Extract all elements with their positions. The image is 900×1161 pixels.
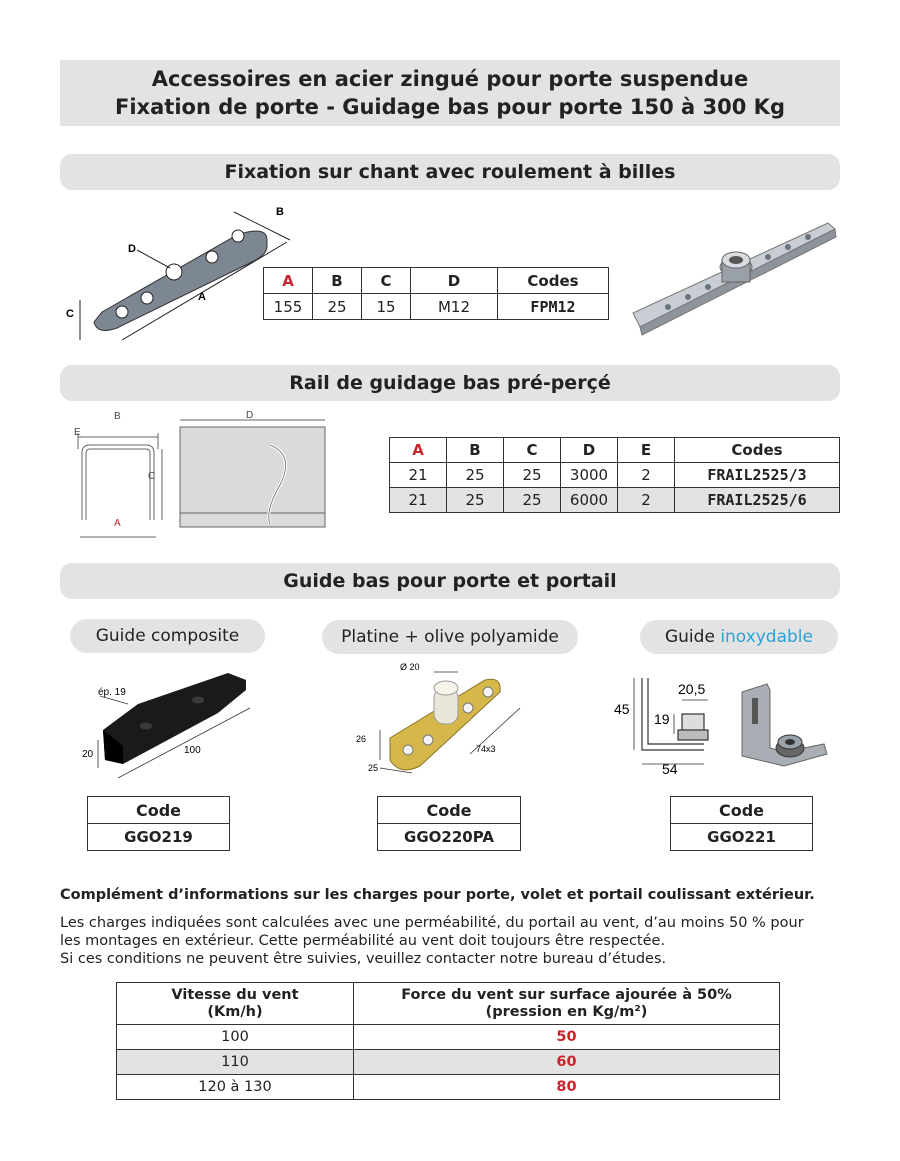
pill-platine-olive: Platine + olive polyamide bbox=[322, 620, 578, 654]
col-header-b: B bbox=[447, 438, 504, 463]
page-title bbox=[60, 60, 840, 126]
table-row bbox=[264, 294, 609, 320]
table-row bbox=[390, 488, 840, 513]
col-header-c: C bbox=[362, 268, 411, 294]
cell-a: 21 bbox=[390, 488, 447, 513]
cell-d: M12 bbox=[411, 294, 498, 320]
pill-guide-inox bbox=[640, 620, 838, 654]
pill-guide-inox-accent: inoxydable bbox=[720, 627, 813, 647]
wind-speed: 100 bbox=[117, 1025, 354, 1050]
code-table-ggo221 bbox=[670, 796, 813, 851]
cell-e: 2 bbox=[618, 463, 675, 488]
cell-b: 25 bbox=[313, 294, 362, 320]
inox-guide-drawing bbox=[612, 670, 837, 778]
cell-c: 25 bbox=[504, 463, 561, 488]
col-header-c: C bbox=[504, 438, 561, 463]
inox-dim-l: 54 bbox=[662, 761, 678, 777]
cell-d: 6000 bbox=[561, 488, 618, 513]
wind-col-speed bbox=[117, 983, 354, 1025]
platine-dim-s: 25 bbox=[368, 763, 379, 773]
col-header-a: A bbox=[264, 268, 313, 294]
platine-dim-w: 26 bbox=[356, 734, 367, 744]
cell-c: 15 bbox=[362, 294, 411, 320]
plate-photo bbox=[628, 215, 843, 340]
code-header: Code bbox=[378, 797, 521, 824]
inox-dim-w: 20,5 bbox=[678, 681, 706, 697]
cell-b: 25 bbox=[447, 463, 504, 488]
code-table-ggo219 bbox=[87, 796, 230, 851]
wind-col-force-line1: Force du vent sur surface ajourée à 50% bbox=[401, 986, 732, 1003]
info-line-1: Les charges indiquées sont calculées avec une perméabilité, du portail au vent, d’au moins 50 % pour bbox=[60, 915, 804, 931]
plate-dim-d: D bbox=[128, 243, 136, 255]
table-row bbox=[117, 1050, 780, 1075]
col-header-d: D bbox=[411, 268, 498, 294]
cell-c: 25 bbox=[504, 488, 561, 513]
col-header-e: E bbox=[618, 438, 675, 463]
wind-speed: 110 bbox=[117, 1050, 354, 1075]
cell-code: FRAIL2525/3 bbox=[675, 463, 840, 488]
inox-dim-h: 45 bbox=[614, 701, 630, 717]
rail-dim-c: C bbox=[148, 471, 156, 482]
fixation-table bbox=[263, 267, 609, 320]
cell-code: FPM12 bbox=[498, 294, 609, 320]
cell-a: 155 bbox=[264, 294, 313, 320]
title-line-1: Accessoires en acier zingué pour porte suspendue bbox=[151, 67, 749, 91]
wind-force: 50 bbox=[354, 1025, 780, 1050]
cell-a: 21 bbox=[390, 463, 447, 488]
composite-dim-ep: ép. 19 bbox=[98, 687, 126, 698]
table-row bbox=[117, 1075, 780, 1100]
plate-dim-b: B bbox=[276, 206, 284, 218]
table-row bbox=[390, 463, 840, 488]
section-heading-guide: Guide bas pour porte et portail bbox=[60, 563, 840, 599]
cell-b: 25 bbox=[447, 488, 504, 513]
code-header: Code bbox=[671, 797, 813, 824]
rail-diagram bbox=[70, 405, 335, 545]
col-header-d: D bbox=[561, 438, 618, 463]
composite-dim-h: 20 bbox=[82, 749, 94, 760]
rail-dim-d: D bbox=[246, 410, 254, 421]
section-heading-rail: Rail de guidage bas pré-perçé bbox=[60, 365, 840, 401]
wind-table bbox=[116, 982, 780, 1100]
plate-dim-a: A bbox=[198, 291, 206, 303]
code-value: GGO221 bbox=[671, 824, 813, 851]
platine-dim-d: Ø 20 bbox=[400, 662, 420, 672]
code-value: GGO219 bbox=[88, 824, 230, 851]
pill-guide-inox-prefix: Guide bbox=[664, 627, 721, 647]
rail-dim-e: E bbox=[74, 427, 81, 438]
wind-force: 80 bbox=[354, 1075, 780, 1100]
cell-e: 2 bbox=[618, 488, 675, 513]
cell-d: 3000 bbox=[561, 463, 618, 488]
info-heading: Complément d’informations sur les charges pour porte, volet et portail coulissant extérieur. bbox=[60, 887, 815, 903]
pill-guide-composite: Guide composite bbox=[70, 619, 265, 653]
plate-dim-c: C bbox=[66, 308, 74, 320]
col-header-codes: Codes bbox=[498, 268, 609, 294]
col-header-a: A bbox=[390, 438, 447, 463]
section-heading-fixation: Fixation sur chant avec roulement à billes bbox=[60, 154, 840, 190]
code-table-ggo220pa bbox=[377, 796, 521, 851]
wind-col-speed-line1: Vitesse du vent bbox=[171, 986, 299, 1003]
wind-col-speed-line2: (Km/h) bbox=[207, 1003, 263, 1020]
code-value: GGO220PA bbox=[378, 824, 521, 851]
wind-force: 60 bbox=[354, 1050, 780, 1075]
code-header: Code bbox=[88, 797, 230, 824]
inox-dim-s: 19 bbox=[654, 711, 670, 727]
platine-olive-drawing bbox=[350, 658, 550, 778]
composite-dim-l: 100 bbox=[184, 745, 201, 756]
rail-table bbox=[389, 437, 840, 513]
cell-code: FRAIL2525/6 bbox=[675, 488, 840, 513]
info-paragraph bbox=[60, 914, 850, 968]
info-line-2: les montages en extérieur. Cette perméabilité au vent doit toujours être respectée. bbox=[60, 933, 666, 949]
wind-speed: 120 à 130 bbox=[117, 1075, 354, 1100]
rail-dim-b: B bbox=[114, 411, 121, 422]
composite-guide-drawing bbox=[78, 668, 258, 783]
table-row bbox=[117, 1025, 780, 1050]
col-header-codes: Codes bbox=[675, 438, 840, 463]
col-header-b: B bbox=[313, 268, 362, 294]
rail-dim-a: A bbox=[114, 518, 121, 529]
wind-col-force bbox=[354, 983, 780, 1025]
platine-dim-l: 74x3 bbox=[476, 744, 496, 754]
info-line-3: Si ces conditions ne peuvent être suivies, veuillez contacter notre bureau d’études. bbox=[60, 951, 667, 967]
wind-col-force-line2: (pression en Kg/m²) bbox=[485, 1003, 648, 1020]
title-line-2: Fixation de porte - Guidage bas pour porte 150 à 300 Kg bbox=[115, 95, 785, 119]
